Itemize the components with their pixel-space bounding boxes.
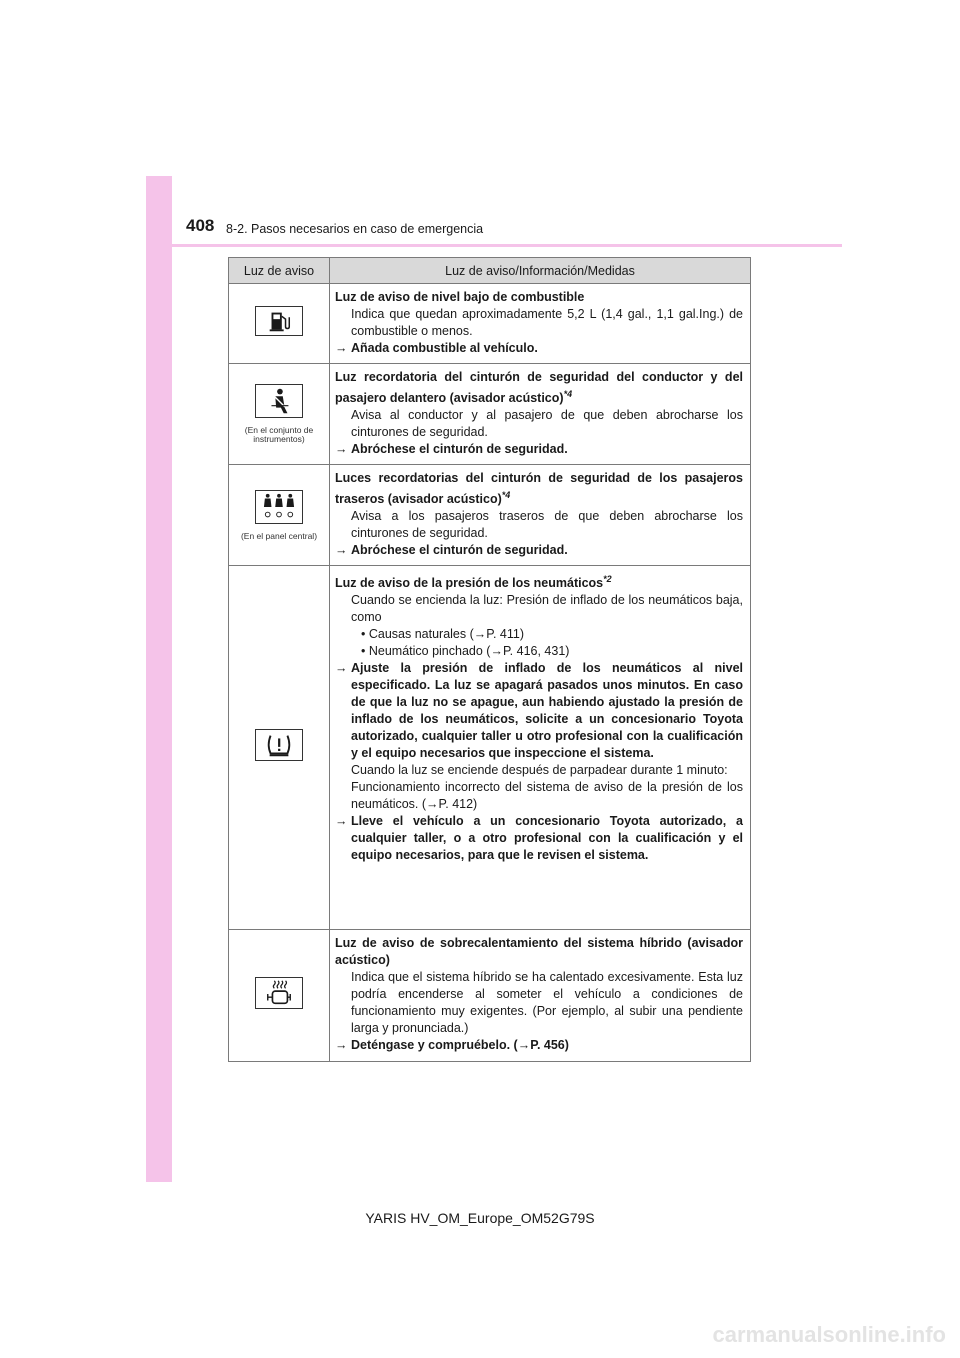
description-line: Cuando la luz se enciende después de parpadear durante 1 minuto: <box>351 763 728 778</box>
action-line: → Lleve el vehículo a un concesionario Toyota autorizado, a cualquier taller, o a otro profesional con la cualificación y el equipo necesarios, para que le revisen el sistema. <box>335 813 743 864</box>
watermark: carmanualsonline.info <box>712 1322 946 1347</box>
table-row <box>229 930 751 1062</box>
icon-cell <box>229 566 330 930</box>
icon-cell <box>229 284 330 364</box>
page-number: 408 <box>186 216 215 235</box>
description-cell <box>330 930 751 1062</box>
footnote-ref: *4 <box>501 490 511 501</box>
description-cell <box>330 465 751 566</box>
description-line: Avisa a los pasajeros traseros de que deben abrocharse los cinturones de seguridad. <box>351 509 743 541</box>
action-line: → Abróchese el cinturón de seguridad. <box>335 542 743 559</box>
warning-lights-table <box>228 257 751 1062</box>
bullet-item: • Neumático pinchado (→P. 416, 431) <box>361 644 570 659</box>
table-row <box>229 465 751 566</box>
warning-title: Luces recordatorias del cinturón de seguridad de los pasajeros traseros (avisador acústico)$^{*4}$ <box>335 471 743 507</box>
description-line: Indica que el sistema híbrido se ha calentado excesivamente. Esta luz podría encenderse al someter el vehículo a condiciones de funcionamiento muy exigentes. (Por ejemplo, al subir una pendiente larga y pronunciada.) <box>351 970 743 1036</box>
footnote-ref: *2 <box>603 574 612 585</box>
table-row <box>229 284 751 364</box>
description-line: Cuando se encienda la luz: Presión de inflado de los neumáticos baja, como <box>351 593 743 625</box>
icon-cell <box>229 465 330 566</box>
icon-cell <box>229 930 330 1062</box>
footnote-ref: *4 <box>563 389 573 399</box>
description-cell <box>330 284 751 364</box>
hybrid-overheat-icon <box>255 977 303 1009</box>
column-header-info: Luz de aviso/Información/Medidas <box>330 258 751 284</box>
chapter-tab-bar <box>146 176 172 1182</box>
action-line: → Añada combustible al vehículo. <box>335 340 743 357</box>
column-header-light: Luz de aviso <box>229 258 330 284</box>
rear-seatbelt-icon <box>255 490 303 524</box>
description-cell <box>330 566 751 930</box>
tire-pressure-icon <box>255 729 303 761</box>
description-line: Funcionamiento incorrecto del sistema de aviso de la presión de los neumáticos. (→P. 412) <box>351 780 743 812</box>
header-rule <box>172 244 842 247</box>
warning-title: Luz recordatoria del cinturón de seguridad del conductor y del pasajero delantero (avisador acústico)$^{*4}$ <box>335 370 743 406</box>
table-row <box>229 364 751 465</box>
table-header-row <box>229 258 751 284</box>
warning-title: Luz de aviso de la presión de los neumáticos$^{*2}$ <box>335 574 612 591</box>
description-line: Indica que quedan aproximadamente 5,2 L (1,4 gal., 1,1 gal.Ing.) de combustible o menos. <box>351 307 743 338</box>
bullet-item: • Causas naturales (→P. 411) <box>361 627 525 642</box>
icon-caption: (En el conjunto de instrumentos) <box>244 425 314 445</box>
icon-caption: (En el panel central) <box>240 530 318 541</box>
fuel-pump-icon <box>255 306 303 336</box>
warning-title: Luz de aviso de sobrecalentamiento del sistema híbrido (avisador acústico) <box>335 936 743 968</box>
section-title: 8-2. Pasos necesarios en caso de emergencia <box>226 222 484 236</box>
action-line: → Deténgase y compruébelo. (→P. 456) <box>335 1037 743 1054</box>
table-row <box>229 566 751 930</box>
action-line: → Abróchese el cinturón de seguridad. <box>335 441 743 458</box>
warning-title: Luz de aviso de nivel bajo de combustible <box>335 290 585 304</box>
icon-cell <box>229 364 330 465</box>
description-line: Avisa al conductor y al pasajero de que deben abrocharse los cinturones de seguridad. <box>351 408 743 440</box>
description-cell <box>330 364 751 465</box>
action-line: → Ajuste la presión de inflado de los neumáticos al nivel especificado. La luz se apagará pasados unos minutos. En caso de que la luz no se apague, aun habiendo ajustado la presión de inflado de los neumáticos, solicite a un concesionario Toyota autorizado, cualquier taller u otro profesional con la cualificación y el equipo necesarios que inspeccione el sistema. <box>335 660 743 762</box>
seatbelt-icon <box>255 384 303 418</box>
footer-doc-id: YARIS HV_OM_Europe_OM52G79S <box>365 1210 595 1226</box>
